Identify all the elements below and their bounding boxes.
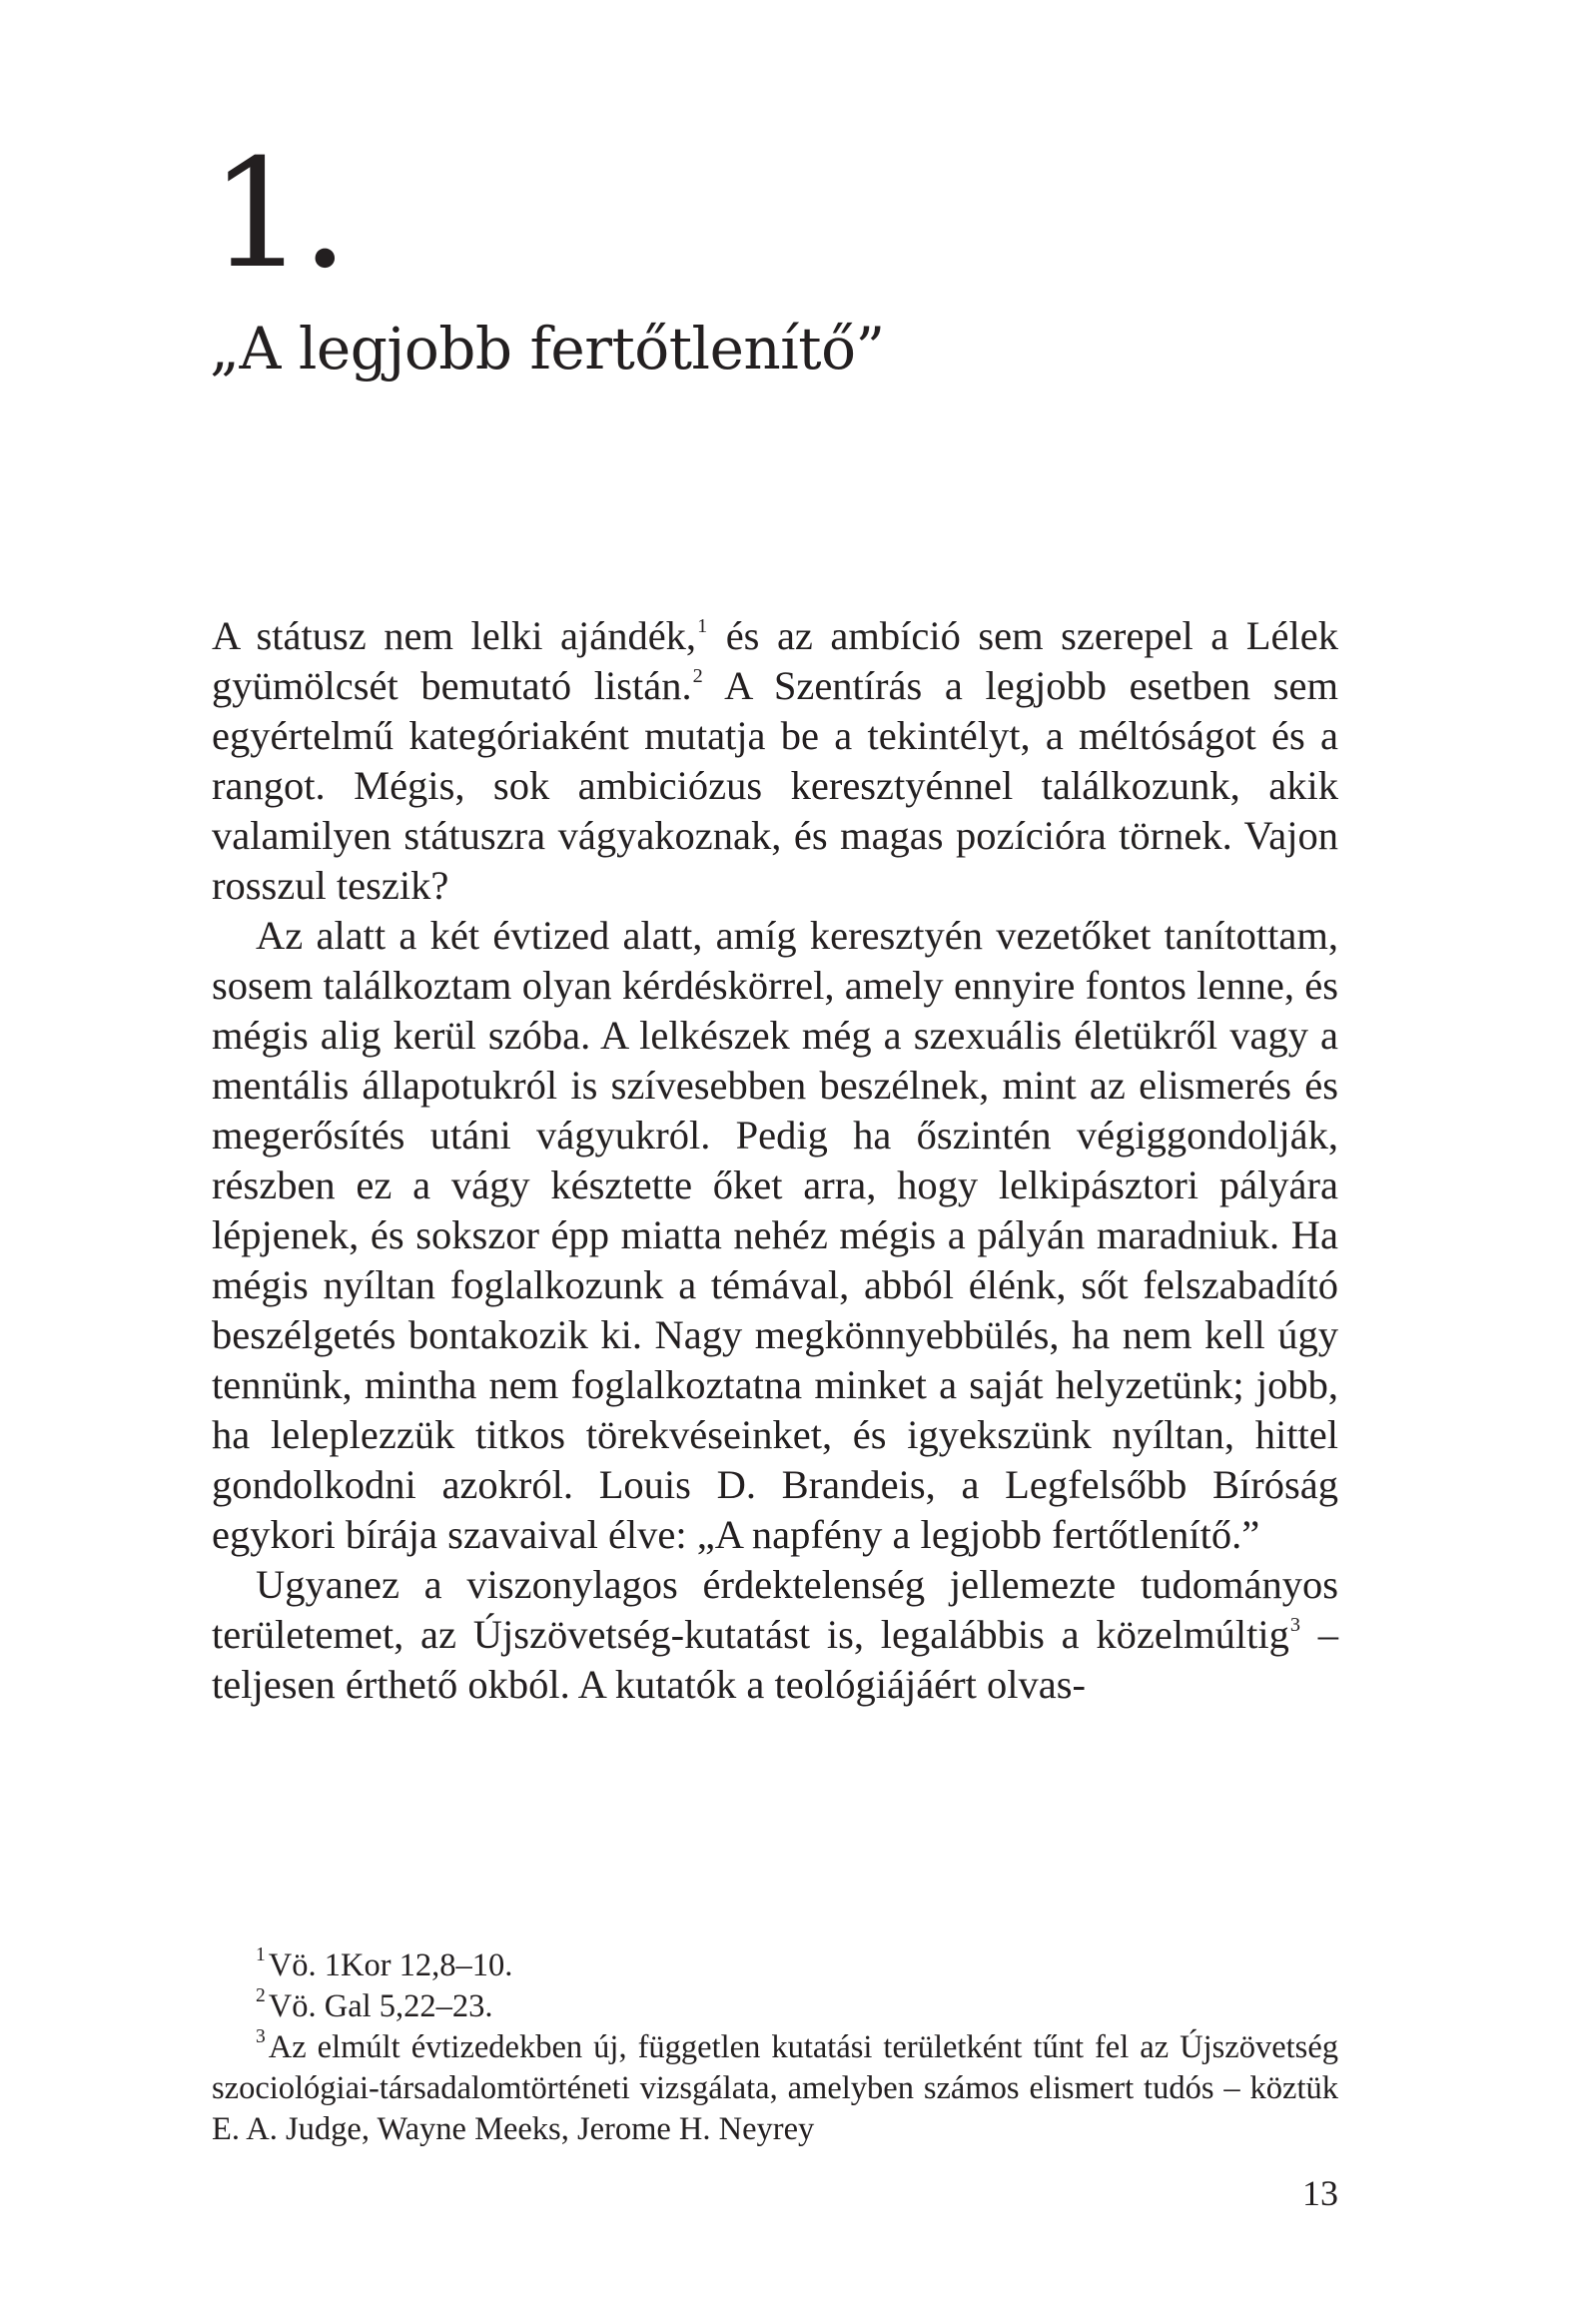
footnote-text-3: Az elmúlt évtizedekben új, független kutatási területként tűnt fel az Újszövetség szociológiai-társadalomtörténeti vizsgálata, amelyben számos elismert tudós – köztük E. A. Judge, Wayne Meeks, Jerome H. Neyrey <box>212 2029 1338 2147</box>
footnote-text-2: Vö. Gal 5,22–23. <box>268 1988 493 2024</box>
paragraph-1-text-c: A Szentírás a legjobb esetben sem egyértelmű kategóriaként mutatja be a tekintélyt, a méltóságot és a rangot. Mégis, sok ambiciózus keresztyénnel találkozunk, akik valamilyen státuszra vágyakoznak, és magas pozícióra törnek. Vajon rosszul teszik? <box>212 663 1339 908</box>
paragraph-2: Az alatt a két évtized alatt, amíg keresztyén vezetőket tanítottam, sosem találkoztam olyan kérdéskörrel, amely ennyire fontos lenne, és mégis alig kerül szóba. A lelkészek még a szexuális életükről vagy a mentális állapotukról is szívesebben beszélnek, mint az elismerés és megerősítés utáni vágyukról. Pedig ha őszintén végiggondolják, részben ez a vágy késztette őket arra, hogy lelkipásztori pályára lépjenek, és sokszor épp miatta nehéz mégis a pályán maradniuk. Ha mégis nyíltan foglalkozunk a témával, abból élénk, sőt felszabadító beszélgetés bontakozik ki. Nagy megkönnyebbülés, ha nem kell úgy tennünk, mintha nem foglalkoztatna minket a saját helyzetünk; jobb, ha leleplezzük titkos törekvéseinket, és igyekszünk nyíltan, hittel gondolkodni azokról. Louis D. Brandeis, a Legfelsőbb Bíróság egykori bírája szavaival élve: „A napfény a legjobb fertőtlenítő.” <box>212 913 1338 1557</box>
page-number: 13 <box>1302 2173 1338 2213</box>
footnote-1 <box>212 1945 1338 1986</box>
footnotes <box>212 1945 1338 2150</box>
footnote-3 <box>212 2027 1338 2150</box>
paragraph-1 <box>212 611 1338 911</box>
footnote-marker-2: 2 <box>256 1985 266 2007</box>
paragraph-1-text-b: és az ambíció sem szerepel a Lélek gyümölcsét bemutató listán. <box>212 613 1338 708</box>
footnote-ref-3: 3 <box>1289 1613 1300 1636</box>
paragraph-3 <box>212 1560 1338 1710</box>
chapter-title: „A legjobb fertőtlenítő” <box>210 315 885 383</box>
body-text <box>212 611 1338 1710</box>
footnote-marker-3: 3 <box>256 2026 266 2048</box>
footnote-marker-1: 1 <box>256 1944 266 1966</box>
footnote-text-1: Vö. 1Kor 12,8–10. <box>268 1947 513 1983</box>
paragraph-1-text-a: A státusz nem lelki ajándék, <box>212 613 697 658</box>
footnote-ref-1: 1 <box>697 614 708 637</box>
footnote-2 <box>212 1986 1338 2027</box>
paragraph-3-text-b: – teljesen érthető okból. A kutatók a teológiájáért olvas- <box>212 1612 1338 1707</box>
chapter-number: 1. <box>210 128 346 302</box>
paragraph-3-text-a: Ugyanez a viszonylagos érdektelenség jellemezte tudományos területemet, az Újszövetség-kutatást is, legalábbis a közelmúltig <box>212 1562 1338 1657</box>
footnote-ref-2: 2 <box>692 664 703 687</box>
